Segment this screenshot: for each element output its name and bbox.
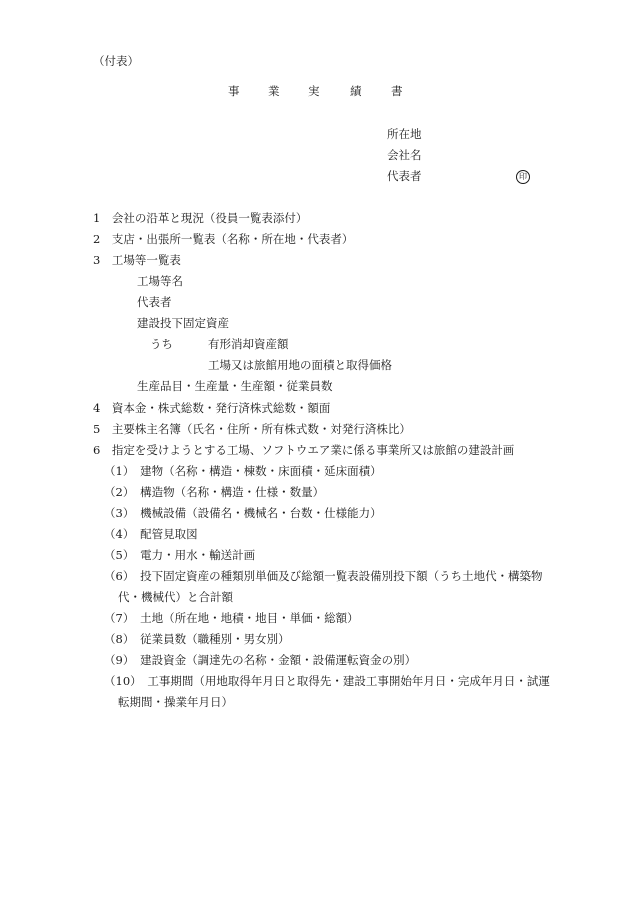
title-char: 業: [268, 84, 280, 98]
sub-item-5: （5） 電力・用水・輸送計画: [104, 548, 256, 562]
item-3-land-area: 工場又は旅館用地の面積と取得価格: [208, 358, 392, 372]
company-name-label: 会社名: [387, 148, 422, 162]
sub-item-4: （4） 配管見取図: [104, 527, 198, 541]
item-1: 1 会社の沿革と現況（役員一覧表添付）: [93, 211, 308, 225]
item-4: 4 資本金・株式総数・発行済株式総数・額面: [93, 401, 331, 415]
sub-item-10: （10） 工事期間（用地取得年月日と取得先・建設工事開始年月日・完成年月日・試運: [104, 674, 550, 688]
item-3-factory-name: 工場等名: [137, 274, 183, 288]
sub-item-2: （2） 構造物（名称・構造・仕様・数量）: [104, 485, 325, 499]
item-3-of-which: うち: [150, 337, 173, 351]
seal-mark: 印: [516, 170, 530, 184]
title-char: 事: [228, 84, 240, 98]
sub-item-6-continued: 代・機械代）と合計額: [118, 590, 233, 604]
sub-item-8: （8） 従業員数（職種別・男女別）: [104, 632, 290, 646]
item-3-fixed-assets: 建設投下固定資産: [137, 316, 229, 330]
representative-label: 代表者: [387, 169, 422, 183]
sub-item-7: （7） 土地（所在地・地積・地目・単価・総額）: [104, 611, 359, 625]
attachment-label: （付表）: [93, 54, 139, 68]
item-5: 5 主要株主名簿（氏名・住所・所有株式数・対発行済株比）: [93, 422, 411, 436]
item-3-products: 生産品目・生産量・生産額・従業員数: [137, 379, 333, 393]
sub-item-6: （6） 投下固定資産の種類別単価及び総額一覧表設備別投下額（うち土地代・構築物: [104, 569, 543, 583]
title-char: 実: [308, 84, 320, 98]
sub-item-3: （3） 機械設備（設備名・機械名・台数・仕様能力）: [104, 506, 382, 520]
item-3-representative: 代表者: [137, 295, 172, 309]
item-6: 6 指定を受けようとする工場、ソフトウエア業に係る事業所又は旅館の建設計画: [93, 443, 515, 457]
sub-item-10-continued: 転期間・操業年月日）: [118, 695, 233, 709]
document-title: [0, 86, 630, 100]
sub-item-9: （9） 建設資金（調達先の名称・金額・設備運転資金の別）: [104, 653, 417, 667]
sub-item-1: （1） 建物（名称・構造・棟数・床面積・延床面積）: [104, 464, 382, 478]
title-char: 書: [391, 84, 403, 98]
item-3-depreciable-assets: 有形消却資産額: [208, 337, 289, 351]
title-char: 績: [350, 84, 362, 98]
item-3: 3 工場等一覧表: [93, 253, 181, 267]
item-2: 2 支店・出張所一覧表（名称・所在地・代表者）: [93, 232, 354, 246]
address-label: 所在地: [387, 127, 422, 141]
